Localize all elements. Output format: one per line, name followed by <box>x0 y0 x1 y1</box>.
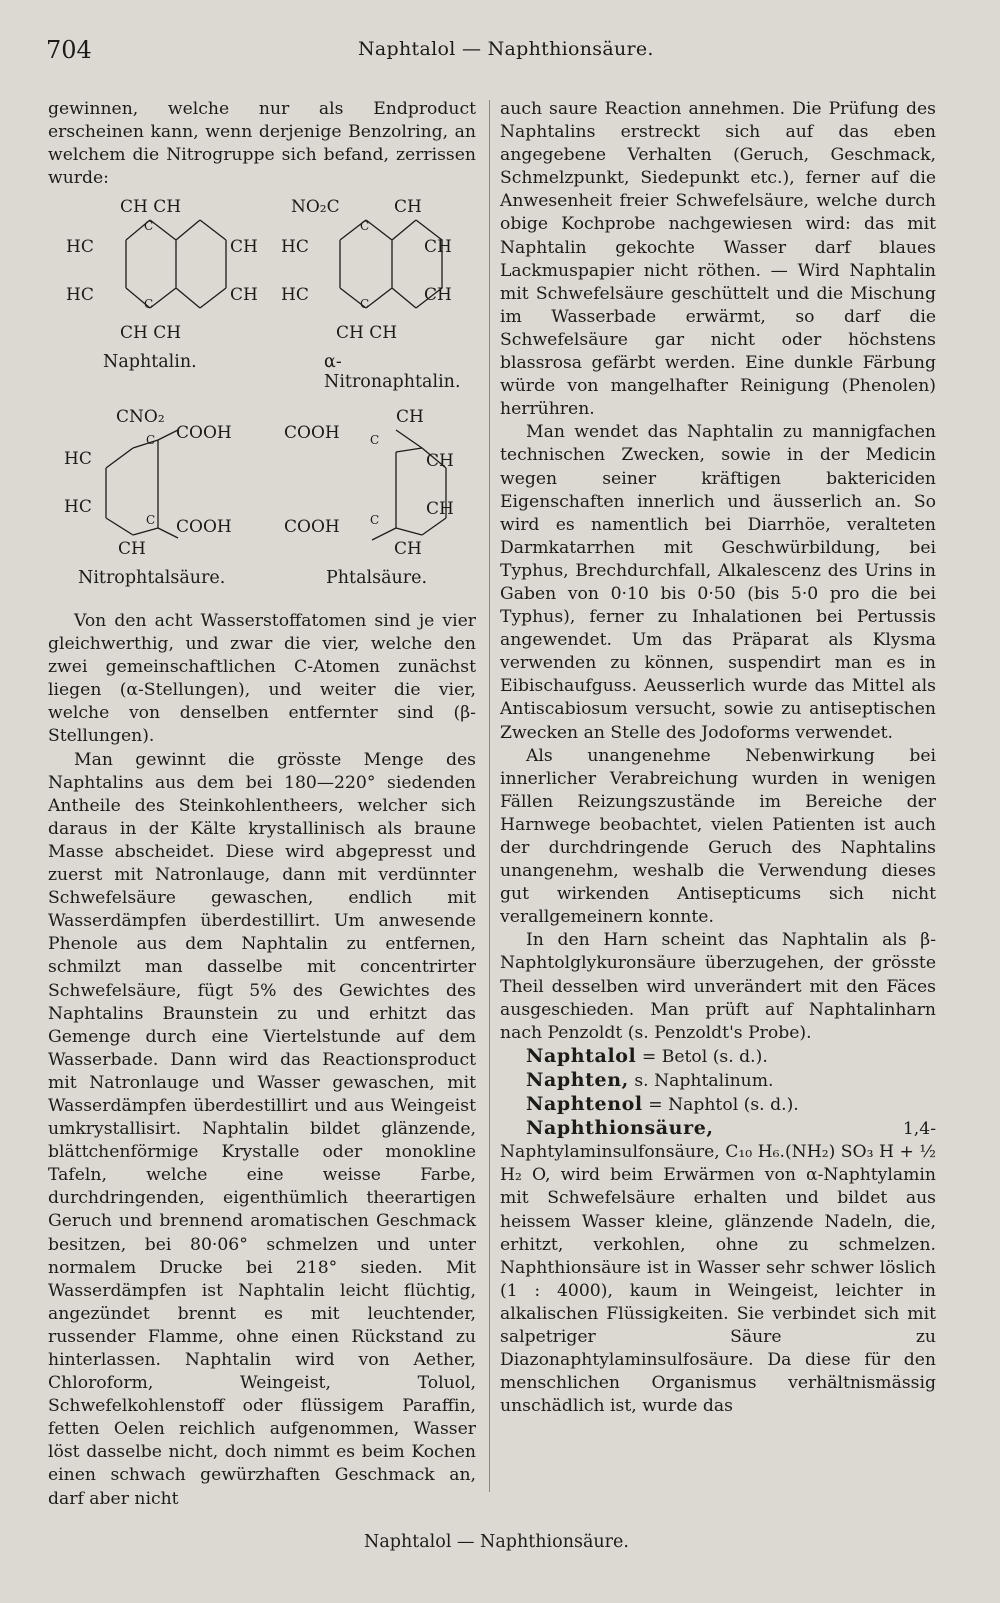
nitro-bottom: CH CH <box>336 323 398 343</box>
nitro-top-left: NO₂C <box>291 197 340 217</box>
nps-left-lower: HC <box>64 497 92 517</box>
entry-text: 1,4-Naphtylaminsulfonsäure, C₁₀ H₆.(NH₂) SO₃ H + ½ H₂ O, wird beim Erwärmen von α-Naphtylamin mit Schwefelsäure erhalten und bildet aus heissem Wasser kleine, glänzende Nadeln, die, erhitzt, verkohlen, ohne zu schmelzen. Naphthionsäure ist in Wasser sehr schwer löslich (1 : 4000), kaum in Weingeist, leichter in alkalischen Flüssigkeiten. Sie verbindet sich mit salpetriger Säure zu Diazonaphtylaminsulfosäure. Da diese für den menschlichen Organismus verhältnismässig unschädlich ist, wurde das <box>500 1119 936 1417</box>
naph-bottom: CH CH <box>120 323 182 343</box>
caption-nitrophtalsaeure: Nitrophtalsäure. <box>78 568 226 588</box>
naph-center-top: C <box>144 219 154 233</box>
running-title: Naphtalol — Naphthionsäure. <box>358 38 654 60</box>
nps-center-bottom: C <box>146 513 156 527</box>
nps-lower-right: COOH <box>176 517 232 537</box>
entry-naphthionsaeure <box>500 1117 936 1418</box>
right-paragraph-3: Als unangenehme Nebenwirkung bei innerlicher Verabreichung wurden in wenigen Fällen Reizungszustände im Bereiche der Harnwege beobachtet, vielen Patienten ist auch der durchdringende Geruch des Naphtalins unangenehm, weshalb die Verwendung dieses gut wirkenden Antisepticums sich nicht verallgemeinern konnte. <box>500 745 936 928</box>
nitro-left-lower: HC <box>281 285 309 305</box>
caption-naphtalin: Naphtalin. <box>103 352 197 372</box>
ps-bottom: CH <box>394 539 422 559</box>
entry-text: = Betol (s. d.). <box>636 1046 768 1067</box>
nps-left-upper: HC <box>64 449 92 469</box>
entry-naphten <box>500 1069 936 1093</box>
left-column-body <box>48 610 476 1511</box>
nitro-center-top: C <box>360 219 370 233</box>
entry-naphtalol <box>500 1045 936 1069</box>
entry-text: = Naphtol (s. d.). <box>642 1095 799 1116</box>
ps-center-top: C <box>370 433 380 447</box>
entry-keyword: Naphten, <box>526 1068 629 1091</box>
ps-top: CH <box>396 407 424 427</box>
nps-bottom: CH <box>118 539 146 559</box>
entry-naphtenol <box>500 1093 936 1117</box>
naph-left-upper: HC <box>66 237 94 257</box>
right-paragraph-2: Man wendet das Naphtalin zu mannigfachen technischen Zwecken, sowie in der Medicin wegen seiner kräftigen baktericiden Eigenschaften innerlich und äusserlich an. So wird es namentlich bei Diarrhöe, veralteten Darmkatarrhen mit Geschwürbildung, bei Typhus, Brechdurchfall, Alkalescenz des Urins in Gaben von 0·10 bis 0·50 (bis 5·0 pro die bei Typhus), ferner zu Inhalationen bei Pertussis angewendet. Um das Präparat als Klysma verwenden zu können, suspendirt man es in Eibischaufguss. Aeusserlich wurde das Mittel als Antiscabiosum versucht, sowie zu antiseptischen Zwecken an Stelle des Jodoforms verwendet. <box>500 422 936 743</box>
entry-text: s. Naphtalinum. <box>628 1070 774 1091</box>
ps-lower-left: COOH <box>284 517 340 537</box>
left-column-intro <box>48 98 476 190</box>
right-paragraph-4: In den Harn scheint das Naphtalin als β-Naphtolglykuronsäure überzugehen, der grösste Theil desselben wird unverändert mit den Fäces ausgeschieden. Man prüft auf Naphtalinharn nach Penzoldt (s. Penzoldt's Probe). <box>500 930 936 1043</box>
page-number: 704 <box>46 36 92 64</box>
right-column <box>500 98 936 1418</box>
entry-keyword: Naphtalol <box>526 1044 637 1067</box>
structural-formulas <box>48 190 476 610</box>
naph-right-upper: CH <box>230 237 258 257</box>
naph-left-lower: HC <box>66 285 94 305</box>
column-divider <box>489 100 490 1492</box>
naph-right-lower: CH <box>230 285 258 305</box>
nitro-left-upper: HC <box>281 237 309 257</box>
nitro-center-bottom: C <box>360 297 370 311</box>
naph-center-bottom: C <box>144 297 154 311</box>
entry-keyword: Naphtenol <box>526 1093 643 1116</box>
ps-right-upper: CH <box>426 451 454 471</box>
caption-nitronaphtalin: α-Nitronaphtalin. <box>324 352 461 392</box>
nps-top: CNO₂ <box>116 407 165 427</box>
caption-phtalsaeure: Phtalsäure. <box>326 568 428 588</box>
nps-upper-right: COOH <box>176 423 232 443</box>
footer-title: Naphtalol — Naphthionsäure. <box>364 1532 629 1552</box>
ps-center-bottom: C <box>370 513 380 527</box>
nps-center-top: C <box>146 433 156 447</box>
naph-top: CH CH <box>120 197 182 217</box>
nitro-top-right: CH <box>394 197 422 217</box>
nitro-right-lower: CH <box>424 285 452 305</box>
intro-paragraph: gewinnen, welche nur als Endproduct erscheinen kann, wenn derjenige Benzolring, an welchem die Nitrogruppe sich befand, zerrissen wurde: <box>48 99 476 189</box>
ps-right-lower: CH <box>426 499 454 519</box>
nitro-right-upper: CH <box>424 237 452 257</box>
entry-keyword: Naphthionsäure, <box>526 1117 714 1140</box>
ps-upper-left: COOH <box>284 423 340 443</box>
left-paragraph-2: Man gewinnt die grösste Menge des Naphtalins aus dem bei 180—220° siedenden Antheile des Steinkohlentheers, welcher sich daraus in der Kälte krystallinisch als braune Masse abscheidet. Diese wird abgepresst und zuerst mit Natronlauge, dann mit verdünnter Schwefelsäure gewaschen, endlich mit Wasserdämpfen überdestillirt. Um anwesende Phenole aus dem Naphtalin zu entfernen, schmilzt man dasselbe mit concentrirter Schwefelsäure, fügt 5% des Gewichtes des Naphtalins Braunstein zu und erhitzt das Gemenge durch eine Viertelstunde auf dem Wasserbade. Dann wird das Reactionsproduct mit Natronlauge und Wasser gewaschen, mit Wasserdämpfen überdestillirt und aus Weingeist umkrystallisirt. Naphtalin bildet glänzende, blättchenförmige Krystalle oder monokline Tafeln, welche eine weisse Farbe, durchdringenden, eigenthümlich theerartigen Geruch und brennend aromatischen Geschmack besitzen, bei 80·06° schmelzen und unter normalem Drucke bei 218° sieden. Mit Wasserdämpfen ist Naphtalin leicht flüchtig, angezündet brennt es mit leuchtender, russender Flamme, ohne einen Rückstand zu hinterlassen. Naphtalin wird von Aether, Chloroform, Weingeist, Toluol, Schwefelkohlenstoff oder flüssigem Paraffin, fetten Oelen reichlich aufgenommen, Wasser löst dasselbe nicht, doch nimmt es beim Kochen einen schwach gewürzhaften Geschmack an, darf aber nicht <box>48 749 476 1509</box>
right-paragraph-1: auch saure Reaction annehmen. Die Prüfung des Naphtalins erstreckt sich auf das eben angegebene Verhalten (Geruch, Geschmack, Schmelzpunkt, Siedepunkt etc.), ferner auf die Anwesenheit freier Schwefelsäure, welche durch obige Kochprobe nachgewiesen wird: das mit Naphtalin gekochte Wasser darf blaues Lackmuspapier nicht röthen. — Wird Naphtalin mit Schwefelsäure geschüttelt und die Mischung im Wasserbade erwärmt, so darf die Schwefelsäure gar nicht oder höchstens blassrosa gefärbt werden. Eine dunkle Färbung würde von mangelhafter Reinigung (Phenolen) herrühren. <box>500 99 936 420</box>
left-paragraph-1: Von den acht Wasserstoffatomen sind je vier gleichwerthig, und zwar die vier, welche den zwei gemeinschaftlichen C-Atomen zunächst liegen (α-Stellungen), und weiter die vier, welche von denselben entfernter sind (β-Stellungen). <box>48 611 476 747</box>
formula-drawings <box>48 190 476 610</box>
